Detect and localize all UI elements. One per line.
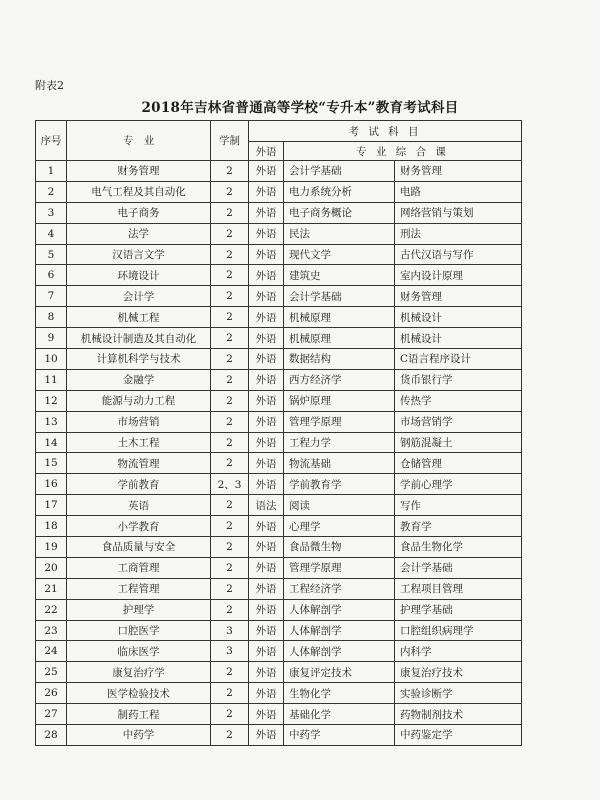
- cell-major: 金融学: [67, 369, 211, 390]
- cell-index: 8: [36, 307, 67, 328]
- cell-index: 11: [36, 369, 67, 390]
- table-row: [36, 537, 522, 558]
- table-row: [36, 411, 522, 432]
- cell-language: 外语: [249, 641, 284, 662]
- cell-subject-2: 会计学基础: [395, 557, 522, 578]
- table-body: [36, 161, 522, 746]
- cell-subject-2: 机械设计: [395, 307, 522, 328]
- cell-subject-1: 中药学: [284, 725, 395, 746]
- table-row: [36, 161, 522, 182]
- cell-duration: 2: [211, 453, 249, 474]
- cell-major: 中药学: [67, 725, 211, 746]
- cell-major: 汉语言文学: [67, 244, 211, 265]
- cell-subject-1: 食品微生物: [284, 537, 395, 558]
- header-duration: 学制: [211, 121, 249, 161]
- cell-subject-2: 护理学基础: [395, 599, 522, 620]
- cell-major: 学前教育: [67, 474, 211, 495]
- cell-language: 外语: [249, 328, 284, 349]
- table-row: [36, 516, 522, 537]
- cell-subject-1: 人体解剖学: [284, 620, 395, 641]
- cell-major: 电子商务: [67, 202, 211, 223]
- cell-subject-2: 中药鉴定学: [395, 725, 522, 746]
- cell-subject-2: 实验诊断学: [395, 683, 522, 704]
- cell-language: 外语: [249, 390, 284, 411]
- cell-language: 外语: [249, 725, 284, 746]
- cell-subject-1: 管理学原理: [284, 411, 395, 432]
- table-row: [36, 286, 522, 307]
- cell-index: 18: [36, 516, 67, 537]
- table-row: [36, 683, 522, 704]
- cell-duration: 2: [211, 390, 249, 411]
- cell-subject-1: 建筑史: [284, 265, 395, 286]
- cell-subject-1: 现代文学: [284, 244, 395, 265]
- table-row: [36, 662, 522, 683]
- cell-subject-1: 电力系统分析: [284, 181, 395, 202]
- cell-duration: 2: [211, 265, 249, 286]
- cell-subject-2: 内科学: [395, 641, 522, 662]
- cell-subject-2: 药物制剂技术: [395, 704, 522, 725]
- cell-duration: 2: [211, 683, 249, 704]
- cell-index: 19: [36, 537, 67, 558]
- cell-major: 工商管理: [67, 557, 211, 578]
- cell-subject-1: 锅炉原理: [284, 390, 395, 411]
- header-comprehensive: 专 业 综 合 课: [284, 142, 522, 161]
- cell-language: 外语: [249, 181, 284, 202]
- cell-subject-1: 工程力学: [284, 432, 395, 453]
- cell-subject-2: 钢筋混凝土: [395, 432, 522, 453]
- cell-index: 22: [36, 599, 67, 620]
- cell-language: 外语: [249, 265, 284, 286]
- cell-duration: 2: [211, 557, 249, 578]
- cell-language: 外语: [249, 578, 284, 599]
- cell-index: 10: [36, 349, 67, 370]
- cell-language: 外语: [249, 599, 284, 620]
- cell-index: 6: [36, 265, 67, 286]
- cell-major: 机械工程: [67, 307, 211, 328]
- cell-index: 28: [36, 725, 67, 746]
- cell-language: 外语: [249, 432, 284, 453]
- cell-duration: 3: [211, 641, 249, 662]
- cell-subject-1: 机械原理: [284, 328, 395, 349]
- cell-major: 能源与动力工程: [67, 390, 211, 411]
- header-exam-subjects: 考 试 科 目: [249, 121, 522, 142]
- cell-major: 机械设计制造及其自动化: [67, 328, 211, 349]
- cell-major: 市场营销: [67, 411, 211, 432]
- cell-subject-1: 电子商务概论: [284, 202, 395, 223]
- cell-duration: 2: [211, 181, 249, 202]
- cell-subject-2: 传热学: [395, 390, 522, 411]
- cell-duration: 2: [211, 307, 249, 328]
- cell-major: 口腔医学: [67, 620, 211, 641]
- cell-major: 食品质量与安全: [67, 537, 211, 558]
- cell-subject-2: 刑法: [395, 223, 522, 244]
- cell-subject-2: 教育学: [395, 516, 522, 537]
- cell-language: 外语: [249, 202, 284, 223]
- cell-index: 15: [36, 453, 67, 474]
- cell-major: 环境设计: [67, 265, 211, 286]
- cell-index: 1: [36, 161, 67, 182]
- table-row: [36, 578, 522, 599]
- cell-index: 21: [36, 578, 67, 599]
- table-row: [36, 244, 522, 265]
- cell-index: 16: [36, 474, 67, 495]
- cell-index: 4: [36, 223, 67, 244]
- cell-subject-1: 康复评定技术: [284, 662, 395, 683]
- cell-duration: 2: [211, 432, 249, 453]
- table-row: [36, 599, 522, 620]
- table-row: [36, 704, 522, 725]
- cell-subject-1: 人体解剖学: [284, 641, 395, 662]
- table-row: [36, 641, 522, 662]
- cell-language: 外语: [249, 620, 284, 641]
- cell-major: 工程管理: [67, 578, 211, 599]
- cell-duration: 2: [211, 578, 249, 599]
- table-row: [36, 181, 522, 202]
- cell-index: 9: [36, 328, 67, 349]
- cell-index: 27: [36, 704, 67, 725]
- cell-duration: 2: [211, 704, 249, 725]
- cell-duration: 2: [211, 411, 249, 432]
- cell-index: 12: [36, 390, 67, 411]
- table-row: [36, 307, 522, 328]
- cell-subject-2: 网络营销与策划: [395, 202, 522, 223]
- cell-major: 英语: [67, 495, 211, 516]
- cell-duration: 2: [211, 349, 249, 370]
- cell-major: 小学教育: [67, 516, 211, 537]
- cell-subject-1: 民法: [284, 223, 395, 244]
- cell-language: 外语: [249, 557, 284, 578]
- cell-subject-2: 仓储管理: [395, 453, 522, 474]
- table-row: [36, 369, 522, 390]
- cell-index: 2: [36, 181, 67, 202]
- cell-major: 会计学: [67, 286, 211, 307]
- cell-major: 计算机科学与技术: [67, 349, 211, 370]
- table-row: [36, 474, 522, 495]
- cell-duration: 2: [211, 725, 249, 746]
- cell-index: 5: [36, 244, 67, 265]
- cell-subject-2: 口腔组织病理学: [395, 620, 522, 641]
- cell-duration: 3: [211, 620, 249, 641]
- cell-subject-2: 电路: [395, 181, 522, 202]
- cell-subject-2: 古代汉语与写作: [395, 244, 522, 265]
- cell-duration: 2: [211, 537, 249, 558]
- cell-subject-1: 学前教育学: [284, 474, 395, 495]
- cell-duration: 2: [211, 161, 249, 182]
- cell-subject-1: 人体解剖学: [284, 599, 395, 620]
- cell-major: 电气工程及其自动化: [67, 181, 211, 202]
- table-row: [36, 265, 522, 286]
- cell-duration: 2: [211, 662, 249, 683]
- attachment-label: 附表2: [35, 79, 64, 92]
- cell-subject-2: 财务管理: [395, 161, 522, 182]
- cell-subject-1: 基础化学: [284, 704, 395, 725]
- cell-subject-2: 工程项目管理: [395, 578, 522, 599]
- cell-index: 20: [36, 557, 67, 578]
- cell-subject-2: 货币银行学: [395, 369, 522, 390]
- cell-duration: 2: [211, 599, 249, 620]
- cell-index: 23: [36, 620, 67, 641]
- table-row: [36, 620, 522, 641]
- cell-language: 语法: [249, 495, 284, 516]
- cell-language: 外语: [249, 411, 284, 432]
- cell-language: 外语: [249, 704, 284, 725]
- cell-major: 制药工程: [67, 704, 211, 725]
- cell-language: 外语: [249, 369, 284, 390]
- cell-major: 财务管理: [67, 161, 211, 182]
- table-row: [36, 349, 522, 370]
- table-row: [36, 725, 522, 746]
- cell-major: 土木工程: [67, 432, 211, 453]
- cell-language: 外语: [249, 662, 284, 683]
- cell-duration: 2: [211, 202, 249, 223]
- cell-subject-1: 阅读: [284, 495, 395, 516]
- cell-language: 外语: [249, 453, 284, 474]
- cell-language: 外语: [249, 474, 284, 495]
- cell-duration: 2: [211, 328, 249, 349]
- cell-subject-1: 机械原理: [284, 307, 395, 328]
- cell-index: 14: [36, 432, 67, 453]
- cell-duration: 2: [211, 369, 249, 390]
- cell-subject-1: 会计学基础: [284, 286, 395, 307]
- cell-index: 24: [36, 641, 67, 662]
- cell-subject-2: 写作: [395, 495, 522, 516]
- cell-subject-1: 管理学原理: [284, 557, 395, 578]
- cell-subject-2: 财务管理: [395, 286, 522, 307]
- table-row: [36, 202, 522, 223]
- cell-subject-2: 食品生物化学: [395, 537, 522, 558]
- cell-language: 外语: [249, 161, 284, 182]
- header-major: 专 业: [67, 121, 211, 161]
- cell-major: 临床医学: [67, 641, 211, 662]
- header-foreign-language: 外语: [249, 142, 284, 161]
- cell-duration: 2: [211, 286, 249, 307]
- cell-subject-2: 机械设计: [395, 328, 522, 349]
- cell-duration: 2: [211, 495, 249, 516]
- cell-index: 17: [36, 495, 67, 516]
- cell-index: 3: [36, 202, 67, 223]
- cell-language: 外语: [249, 683, 284, 704]
- cell-subject-2: 市场营销学: [395, 411, 522, 432]
- cell-duration: 2、3: [211, 474, 249, 495]
- table-row: [36, 432, 522, 453]
- cell-language: 外语: [249, 516, 284, 537]
- table-row: [36, 495, 522, 516]
- cell-subject-1: 会计学基础: [284, 161, 395, 182]
- exam-subjects-table: [35, 120, 522, 746]
- cell-subject-2: C语言程序设计: [395, 349, 522, 370]
- cell-language: 外语: [249, 244, 284, 265]
- cell-language: 外语: [249, 307, 284, 328]
- cell-duration: 2: [211, 244, 249, 265]
- cell-subject-1: 西方经济学: [284, 369, 395, 390]
- cell-subject-2: 室内设计原理: [395, 265, 522, 286]
- cell-index: 13: [36, 411, 67, 432]
- cell-major: 康复治疗学: [67, 662, 211, 683]
- cell-major: 医学检验技术: [67, 683, 211, 704]
- header-index: 序号: [36, 121, 67, 161]
- cell-language: 外语: [249, 286, 284, 307]
- cell-subject-1: 数据结构: [284, 349, 395, 370]
- cell-major: 物流管理: [67, 453, 211, 474]
- cell-subject-1: 生物化学: [284, 683, 395, 704]
- cell-duration: 2: [211, 516, 249, 537]
- table-row: [36, 223, 522, 244]
- cell-language: 外语: [249, 349, 284, 370]
- document-title: 2018年吉林省普通高等学校“专升本”教育考试科目: [141, 100, 459, 116]
- cell-subject-1: 物流基础: [284, 453, 395, 474]
- cell-index: 7: [36, 286, 67, 307]
- cell-major: 法学: [67, 223, 211, 244]
- table-row: [36, 557, 522, 578]
- table-row: [36, 390, 522, 411]
- cell-subject-1: 工程经济学: [284, 578, 395, 599]
- table-row: [36, 328, 522, 349]
- cell-duration: 2: [211, 223, 249, 244]
- cell-major: 护理学: [67, 599, 211, 620]
- cell-language: 外语: [249, 537, 284, 558]
- cell-index: 26: [36, 683, 67, 704]
- cell-index: 25: [36, 662, 67, 683]
- cell-subject-2: 学前心理学: [395, 474, 522, 495]
- cell-language: 外语: [249, 223, 284, 244]
- table-row: [36, 453, 522, 474]
- cell-subject-1: 心理学: [284, 516, 395, 537]
- cell-subject-2: 康复治疗技术: [395, 662, 522, 683]
